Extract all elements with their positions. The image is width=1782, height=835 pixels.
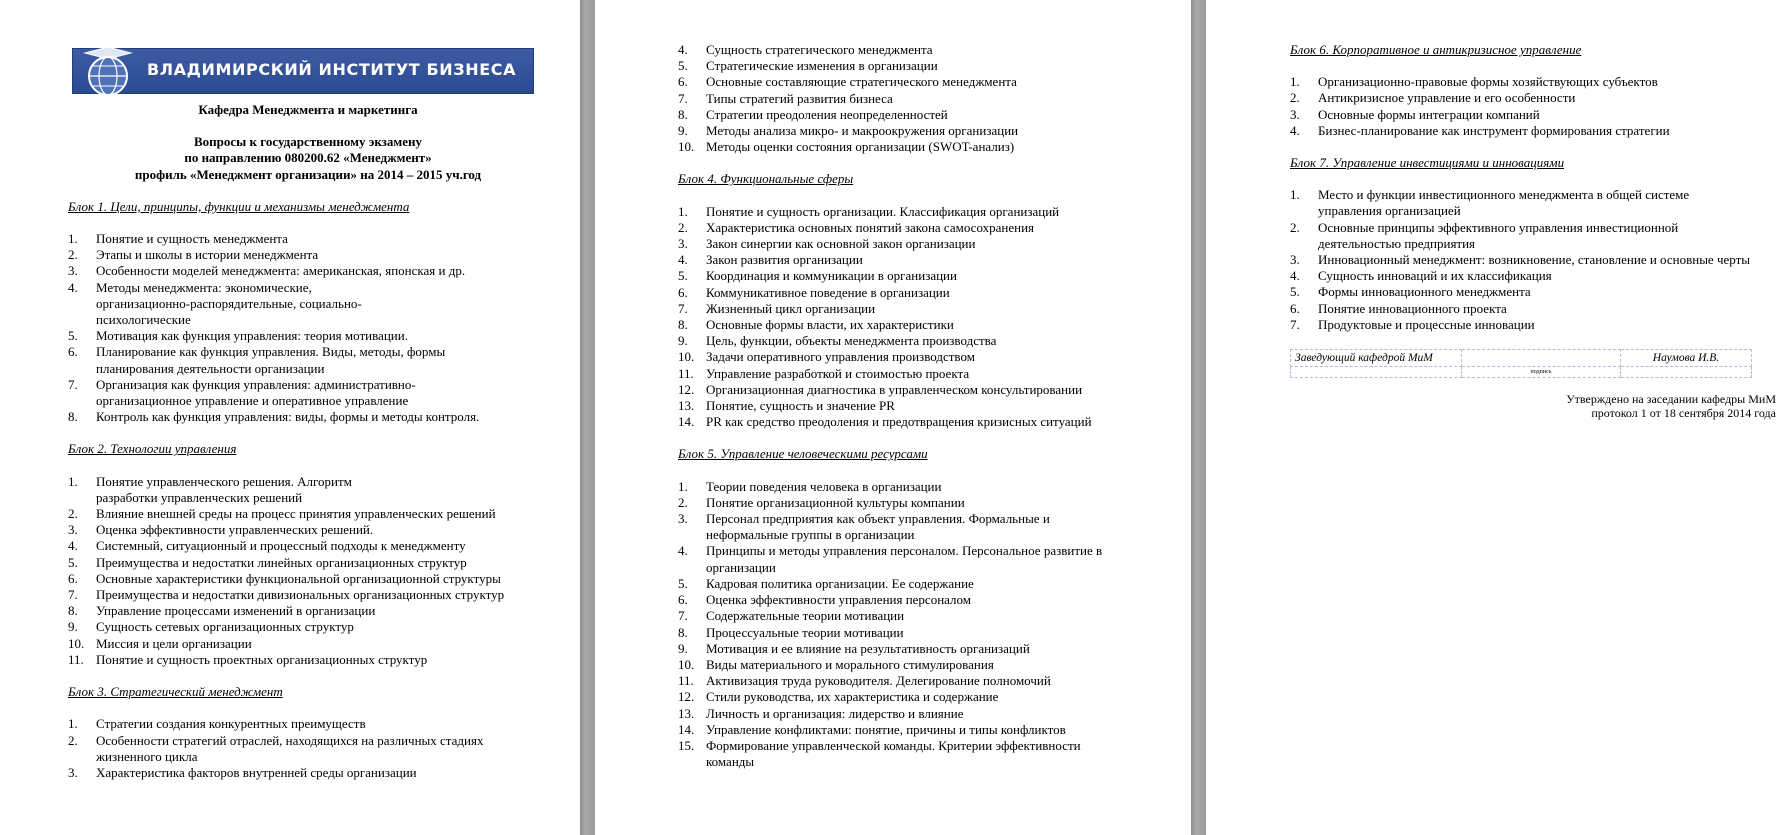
list-item: 9. Мотивация и ее влияние на результативность организаций [678,640,1030,656]
list-item: 4. Закон развития организации [678,252,863,268]
block-7-list [1290,187,1760,333]
list-item: 15. Формирование управленческой команды. Критерии эффективности команды [678,737,1081,770]
list-item: 3. Характеристика факторов внутренней среды организации [68,764,417,780]
document-page-3 [1206,0,1782,835]
list-item: 13. Личность и организация: лидерство и влияние [678,705,964,721]
block-6-title: Блок 6. Корпоративное и антикризисное управление [1290,42,1582,57]
list-item: 14. PR как средство преодоления и предотвращения кризисных ситуаций [678,414,1092,430]
list-item: 3. Основные формы интеграции компаний [1290,106,1540,122]
document-page-2 [595,0,1191,835]
list-item: 4. Принципы и методы управления персоналом. Персональное развитие в организации [678,543,1103,575]
list-item: 5. Кадровая политика организации. Ее содержание [678,575,974,591]
list-item: 7. Жизненный цикл организации [678,300,876,316]
list-item: 3. Инновационный менеджмент: возникновение, становление и основные черты [1290,252,1750,268]
block-2-list [68,474,548,668]
list-item: 1. Стратегии создания конкурентных преимуществ [68,716,366,732]
list-item: 2. Особенности стратегий отраслей, находящихся на различных стадиях жизненного цикла [68,732,484,764]
block-2-title: Блок 2. Технологии управления [68,441,237,457]
list-item: 10. Миссия и цели организации [68,635,252,651]
list-item: 12. Организационная диагностика в управленческом консультировании [678,381,1083,397]
block-4-title: Блок 4. Функциональные сферы [678,171,854,187]
block-4-list [678,204,1158,431]
list-item: 8. Основные формы власти, их характеристики [678,317,954,333]
list-item: 6. Оценка эффективности управления персоналом [678,592,972,608]
list-item: 7. Преимущества и недостатки дивизиональных организационных структур [68,587,505,603]
list-item: 6. Коммуникативное поведение в организации [678,284,950,300]
list-item: 2. Влияние внешней среды на процесс принятия управленческих решений [68,506,496,522]
list-item: 9. Сущность сетевых организационных структур [68,619,354,635]
list-item: 7. Типы стратегий развития бизнеса [678,90,893,106]
exam-title-line-3: профиль «Менеджмент организации» на 2014 – 2015 уч.год [134,166,482,182]
list-item: 3. Закон синергии как основной закон организации [678,236,976,252]
list-item: 8. Процессуальные теории мотивации [678,624,904,640]
approval-note [1290,392,1776,420]
list-item: 10. Задачи оперативного управления производством [678,349,975,365]
exam-title-line-2: по направлению 080200.62 «Менеджмент» [184,150,432,166]
list-item: 5. Мотивация как функция управления: теория мотивации. [68,328,408,344]
page-gap-left [580,0,595,835]
list-item: 2. Характеристика основных понятий закона самосохранения [678,219,1035,235]
list-item: 7. Продуктовые и процессные инновации [1290,316,1535,332]
list-item: 7. Организация как функция управления: административно-организационное управление и оперативное управление [68,376,416,409]
list-item: 11. Понятие и сущность проектных организационных структур [68,651,428,667]
list-item: 8. Управление процессами изменений в организации [68,603,376,619]
signature-name: Наумова И.В. [1621,350,1752,367]
signature-table [1290,349,1752,378]
list-item: 2. Этапы и школы в истории менеджмента [68,247,319,263]
list-item: 3. Персонал предприятия как объект управления. Формальные и неформальные группы в организации [678,511,1050,543]
page-2-content [678,42,1158,786]
globe-book-icon [77,43,139,103]
list-item: 1. Понятие и сущность организации. Классификация организаций [678,203,1060,219]
list-item: 9. Цель, функции, объекты менеджмента производства [678,333,997,349]
list-item: 14. Управление конфликтами: понятие, причины и типы конфликтов [678,721,1066,737]
list-item: 2. Понятие организационной культуры компании [678,494,965,510]
exam-title-line-1: Вопросы к государственному экзамену [193,134,423,150]
list-item: 2. Основные принципы эффективного управления инвестиционной деятельностью предприятия [1290,219,1679,251]
logo-text: ВЛАДИМИРСКИЙ ИНСТИТУТ БИЗНЕСА [147,60,517,79]
list-item: 11. Управление разработкой и стоимостью проекта [678,365,970,381]
block-6-list [1290,74,1760,139]
list-item: 4. Системный, ситуационный и процессный подходы к менеджменту [68,538,466,554]
list-item: 6. Основные составляющие стратегического менеджмента [678,74,1017,90]
list-item: 10. Виды материального и морального стимулирования [678,656,994,672]
approval-line-2: протокол 1 от 18 сентября 2014 года [1591,406,1776,421]
list-item: 6. Понятие инновационного проекта [1290,300,1507,316]
block-1-title: Блок 1. Цели, принципы, функции и механизмы менеджмента [68,198,410,214]
list-item: 12. Стили руководства, их характеристика и содержание [678,689,999,705]
list-item: 8. Контроль как функция управления: виды, формы и методы контроля. [68,409,480,425]
block-3-title: Блок 3. Стратегический менеджмент [68,684,283,700]
list-item: 4. Методы менеджмента: экономические, организационно-распорядительные, социально-психологические [68,279,362,328]
block-5-list [678,479,1158,771]
signature-caption: подпись [1462,367,1621,378]
list-item: 1. Теории поведения человека в организации [678,478,942,494]
page-gap-right [1191,0,1206,835]
list-item: 9. Методы анализа микро- и макроокружения организации [678,123,1019,139]
list-item: 1. Место и функции инвестиционного менеджмента в общей системе управления организацией [1290,187,1690,219]
signature-role: Заведующий кафедрой МиМ [1291,350,1462,367]
list-item: 13. Понятие, сущность и значение PR [678,398,895,414]
list-item: 1. Понятие управленческого решения. Алгоритм разработки управленческих решений [68,473,352,505]
list-item: 1. Организационно-правовые формы хозяйствующих субъектов [1290,74,1658,90]
list-item: 6. Основные характеристики функциональной организационной структуры [68,570,501,586]
signature-line [1462,350,1621,367]
block-3-list [68,716,548,781]
institute-logo [72,48,534,94]
list-item: 5. Преимущества и недостатки линейных организационных структур [68,554,467,570]
list-item: 5. Формы инновационного менеджмента [1290,284,1531,300]
block-1-list [68,231,548,425]
list-item: 11. Активизация труда руководителя. Делегирование полномочий [678,673,1051,689]
list-item: 4. Сущность инноваций и их классификация [1290,268,1552,284]
block-3-list-continued [678,42,1158,155]
list-item: 4. Сущность стратегического менеджмента [678,42,933,57]
list-item: 3. Особенности моделей менеджмента: американская, японская и др. [68,263,466,279]
list-item: 2. Антикризисное управление и его особенности [1290,90,1576,106]
department-title: Кафедра Менеджмента и маркетинга [198,102,418,117]
block-7-title: Блок 7. Управление инвестициями и инновациями [1290,155,1565,171]
approval-line-1: Утверждено на заседании кафедры МиМ [1566,392,1776,407]
list-item: 5. Стратегические изменения в организации [678,58,938,74]
document-page-1 [0,0,580,835]
page-1-content [68,48,548,797]
list-item: 3. Оценка эффективности управленческих решений. [68,522,374,538]
list-item: 5. Координация и коммуникации в организации [678,268,957,284]
page-3-content [1290,42,1776,421]
list-item: 8. Стратегии преодоления неопределенностей [678,106,948,122]
list-item: 6. Планирование как функция управления. Виды, методы, формы планирования деятельности организации [68,344,446,376]
list-item: 4. Бизнес-планирование как инструмент формирования стратегии [1290,122,1670,138]
list-item: 7. Содержательные теории мотивации [678,608,905,624]
list-item: 10. Методы оценки состояния организации (SWOT-анализ) [678,139,1015,155]
list-item: 1. Понятие и сущность менеджмента [68,231,288,247]
block-5-title: Блок 5. Управление человеческими ресурсами [678,446,928,462]
